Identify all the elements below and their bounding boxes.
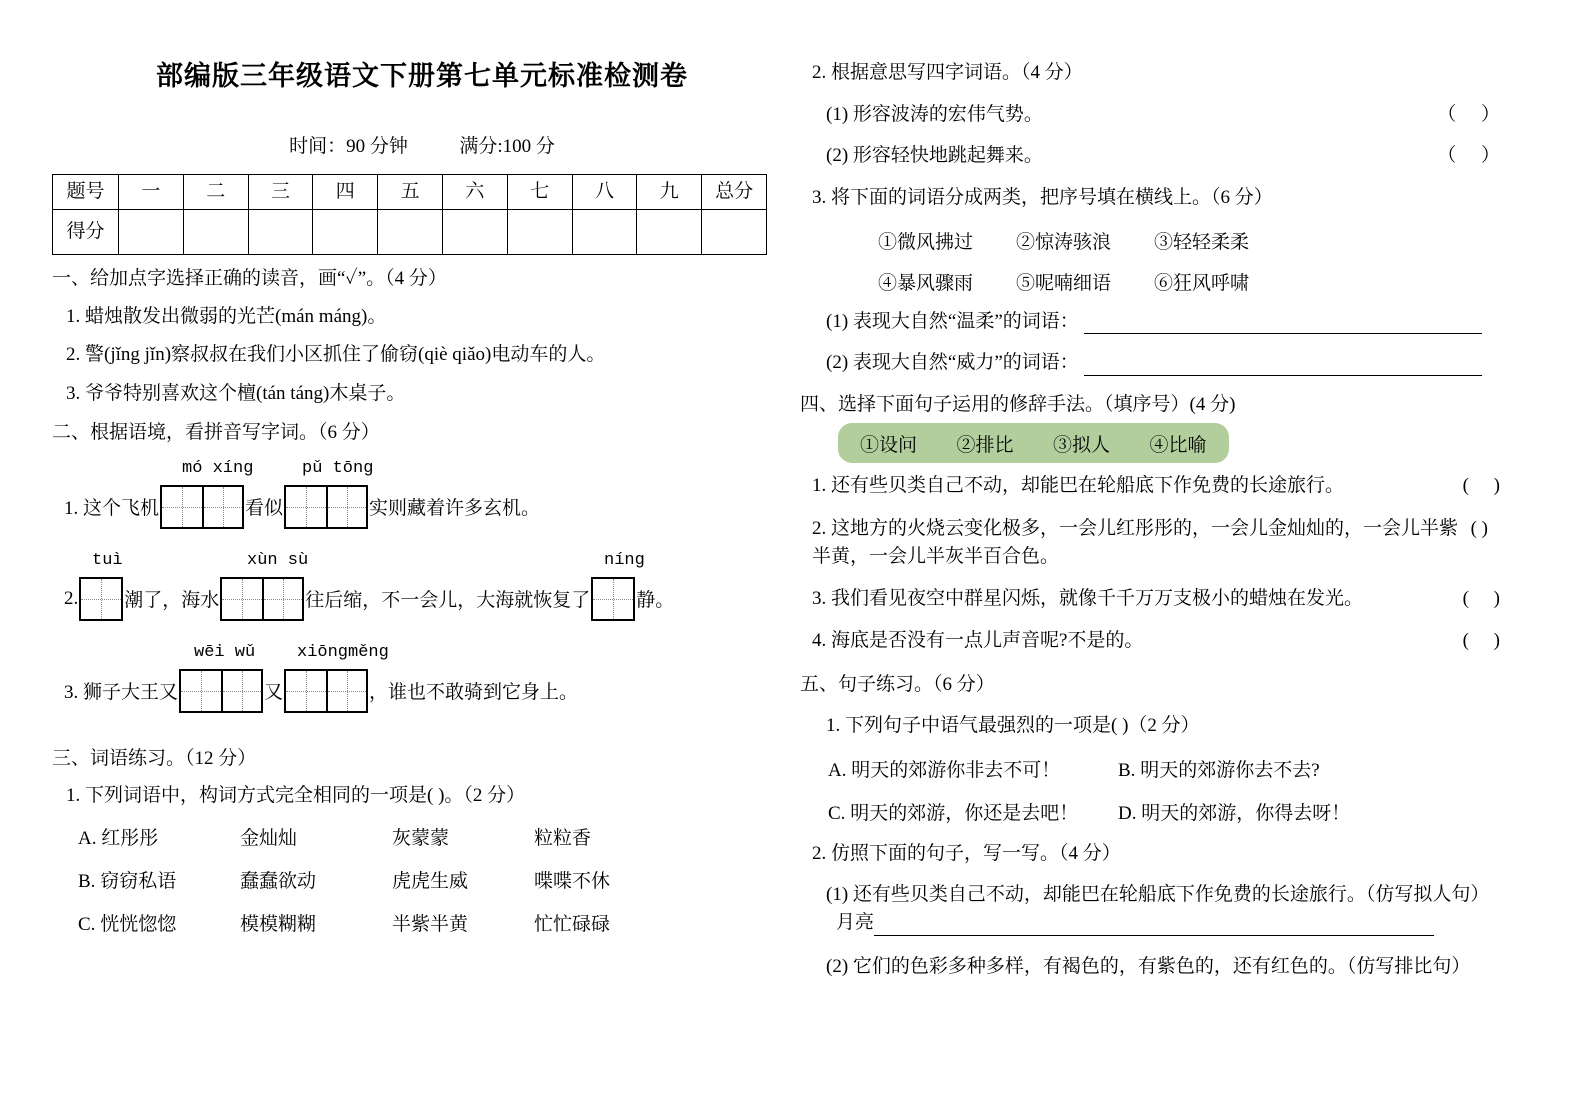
q2-seg1: 潮了，海水 <box>124 590 220 612</box>
pinyin-label: pǔ tōng <box>302 458 374 478</box>
section-5-q2-item-2: (2) 它们的色彩多种多样，有褐色的，有紫色的，还有红色的。（仿写排比句） <box>826 955 1471 977</box>
item-text: 1. 还有些贝类自己不动，却能巴在轮船底下作免费的长途旅行。 <box>812 475 1345 497</box>
section-5-q2-item-1-answer <box>800 910 1552 936</box>
option-word: 模模糊糊 <box>240 914 317 935</box>
q3-suffix: ，谁也不敢骑到它身上。 <box>369 682 579 704</box>
option-word: 恍恍惚惚 <box>100 914 177 935</box>
section-3-q1-option-c[interactable] <box>52 909 792 936</box>
section-3-q3-words-row-1 <box>800 227 1552 254</box>
right-column <box>800 0 1552 995</box>
section-5-option-d[interactable] <box>1118 798 1350 825</box>
table-row <box>53 210 767 255</box>
section-5-q1-option-a-b <box>800 755 1552 782</box>
score-cell-8[interactable] <box>572 210 637 255</box>
left-column <box>52 0 792 952</box>
option-word: 粒粒香 <box>534 828 592 849</box>
section-4-item-2 <box>800 515 1552 570</box>
section-5-q2-stem: 2. 仿照下面的句子，写一写。（4 分） <box>812 842 1121 864</box>
section-2-q1 <box>52 485 792 529</box>
rhetoric-choice-3[interactable]: ③拟人 <box>1053 435 1111 457</box>
answer-paren[interactable]: ( ) <box>1462 629 1510 651</box>
score-table-col-4: 四 <box>313 175 378 210</box>
q1-prefix: 1. 这个飞机 <box>64 498 160 520</box>
section-3-q3-blank-2 <box>800 350 1552 376</box>
option-label: A. <box>78 828 97 849</box>
answer-blank[interactable] <box>874 917 1434 936</box>
option-label: C. <box>78 914 96 935</box>
section-2-q3-pinyin <box>52 643 792 669</box>
option-word: 红彤彤 <box>101 828 159 849</box>
section-2-q2 <box>52 577 792 621</box>
option-word: 灰蒙蒙 <box>392 828 450 849</box>
score-cell-2[interactable] <box>183 210 248 255</box>
score-table <box>52 174 767 255</box>
option-label: A. <box>828 759 847 781</box>
score-table-col-5: 五 <box>378 175 443 210</box>
score-table-row-label: 题号 <box>53 175 119 210</box>
option-word: 窃窃私语 <box>100 871 177 892</box>
rhetoric-choice-box <box>838 423 1229 463</box>
score-table-col-3: 三 <box>248 175 313 210</box>
score-table-col-total: 总分 <box>702 175 767 210</box>
score-table-col-2: 二 <box>183 175 248 210</box>
q1-suffix: 实则藏着许多玄机。 <box>369 498 541 520</box>
section-5-heading: 五、句子练习。（6 分） <box>800 673 995 695</box>
score-table-col-1: 一 <box>119 175 184 210</box>
pinyin-label: xùn sù <box>247 550 309 570</box>
option-label: D. <box>1118 802 1137 824</box>
section-4-item-1 <box>800 473 1552 499</box>
tianzige-cell[interactable] <box>326 671 366 711</box>
tianzige-cell[interactable] <box>593 579 633 619</box>
option-text: 明天的郊游你去不去? <box>1140 759 1320 781</box>
word-item[interactable]: ②惊涛骇浪 <box>1016 231 1112 253</box>
score-table-col-7: 七 <box>507 175 572 210</box>
score-table-col-9: 九 <box>637 175 702 210</box>
word-item[interactable]: ⑥狂风呼啸 <box>1154 272 1250 294</box>
section-3-q2-item-2 <box>800 143 1552 169</box>
tianzige-cell[interactable] <box>221 671 261 711</box>
item-text: 2. 这地方的火烧云变化极多，一会儿红彤彤的，一会儿金灿灿的，一会儿半紫半黄，一会儿半灰半百合色。 <box>812 518 1459 567</box>
tianzige-cell[interactable] <box>202 487 242 527</box>
score-cell-total[interactable] <box>702 210 767 255</box>
tianzige-cell[interactable] <box>162 487 202 527</box>
exam-full-score: 满分:100 分 <box>459 136 555 157</box>
item-text: 4. 海底是否没有一点儿声音呢?不是的。 <box>812 629 1144 651</box>
answer-blank[interactable] <box>1084 315 1482 334</box>
section-3-q1-stem: 1. 下列词语中，构词方式完全相同的一项是( )。（2 分） <box>66 785 526 807</box>
answer-paren[interactable]: ( ) <box>1462 588 1510 610</box>
section-4-item-4 <box>800 628 1552 654</box>
score-cell-3[interactable] <box>248 210 313 255</box>
tianzige-cell[interactable] <box>262 579 302 619</box>
option-text: 明天的郊游，你还是去吧！ <box>850 802 1079 824</box>
section-1-heading: 一、给加点字选择正确的读音，画“✓”。（4 分） <box>52 268 447 289</box>
section-2-q1-pinyin <box>52 459 792 485</box>
score-cell-6[interactable] <box>442 210 507 255</box>
pinyin-label: tuì <box>92 550 123 570</box>
option-text: 明天的郊游，你得去呀！ <box>1141 802 1351 824</box>
section-2-heading: 二、根据语境，看拼音写字词。（6 分） <box>52 421 380 443</box>
exam-time: 时间：90 分钟 <box>289 136 408 157</box>
tianzige-cell[interactable] <box>286 487 326 527</box>
pinyin-label: níng <box>604 550 645 570</box>
section-3-q3-stem: 3. 将下面的词语分成两类，把序号填在横线上。（6 分） <box>812 186 1273 208</box>
section-3-q3-words-row-2 <box>800 268 1552 295</box>
word-item[interactable]: ④暴风骤雨 <box>878 272 974 294</box>
option-text: 明天的郊游你非去不可！ <box>851 759 1061 781</box>
word-item[interactable]: ⑤呢喃细语 <box>1016 272 1112 294</box>
table-row <box>53 175 767 210</box>
section-5-q2-item-1: (1) 还有些贝类自己不动，却能巴在轮船底下作免费的长途旅行。（仿写拟人句） <box>826 884 1490 906</box>
pinyin-label: wēi wǔ <box>194 642 256 662</box>
section-5-q1-option-c-d <box>800 798 1552 825</box>
tianzige-cell[interactable] <box>326 487 366 527</box>
word-item[interactable]: ①微风拂过 <box>878 231 974 253</box>
tianzige-cell[interactable] <box>181 671 221 711</box>
answer-prompt: 月亮 <box>836 912 875 934</box>
section-5-option-b[interactable] <box>1118 755 1320 782</box>
answer-blank[interactable] <box>1084 357 1482 376</box>
option-word: 蠢蠢欲动 <box>240 871 317 892</box>
tianzige-grid[interactable] <box>160 485 244 529</box>
section-3-q2-stem: 2. 根据意思写四字词语。（4 分） <box>812 62 1083 83</box>
section-5-option-a[interactable] <box>828 755 1118 782</box>
q2-suffix: 静。 <box>636 590 675 612</box>
exam-meta <box>52 131 792 158</box>
score-cell-5[interactable] <box>378 210 443 255</box>
item-text: (2) 形容轻快地跳起舞来。 <box>826 145 1043 167</box>
rhetoric-choice-1[interactable]: ①设问 <box>860 435 918 457</box>
section-4-item-3 <box>800 586 1552 612</box>
blank-label: (1) 表现大自然“温柔”的词语： <box>826 310 1079 332</box>
option-label: B. <box>78 871 96 892</box>
section-3-heading: 三、词语练习。（12 分） <box>52 747 257 769</box>
answer-paren[interactable]: ( ) <box>1470 518 1488 540</box>
section-5-q1-stem: 1. 下列句子中语气最强烈的一项是( )（2 分） <box>826 715 1200 737</box>
answer-paren[interactable]: ( ) <box>1462 475 1510 497</box>
option-word: 忙忙碌碌 <box>534 914 611 935</box>
item-text: (1) 形容波涛的宏伟气势。 <box>826 103 1043 125</box>
rhetoric-choice-4[interactable]: ④比喻 <box>1149 435 1207 457</box>
section-3-q1-option-b[interactable] <box>52 866 792 893</box>
section-3-q3-blank-1 <box>800 309 1552 335</box>
score-table-col-6: 六 <box>442 175 507 210</box>
tianzige-cell[interactable] <box>222 579 262 619</box>
tianzige-grid[interactable] <box>284 669 368 713</box>
tianzige-cell[interactable] <box>81 579 121 619</box>
section-1-item-2: 2. 警(jǐng jǐn)察叔叔在我们小区抓住了偷窃(qiè qiǎo)电动车的人。 <box>66 344 606 366</box>
q2-prefix: 2. <box>64 587 79 609</box>
section-5-option-c[interactable] <box>828 798 1118 825</box>
section-1-item-1: 1. 蜡烛散发出微弱的光芒(mán máng)。 <box>66 305 387 327</box>
score-table-score-label: 得分 <box>53 210 119 255</box>
rhetoric-choice-2[interactable]: ②排比 <box>956 435 1014 457</box>
tianzige-grid[interactable] <box>284 485 368 529</box>
section-3-q1-option-a[interactable] <box>52 823 792 850</box>
section-2-q2-pinyin <box>52 551 792 577</box>
score-cell-9[interactable] <box>637 210 702 255</box>
option-label: C. <box>828 802 846 824</box>
blank-label: (2) 表现大自然“威力”的词语： <box>826 352 1079 374</box>
item-text: 3. 我们看见夜空中群星闪烁，就像千千万万支极小的蜡烛在发光。 <box>812 588 1364 610</box>
page-title: 部编版三年级语文下册第七单元标准检测卷 <box>156 61 688 91</box>
option-word: 金灿灿 <box>240 828 298 849</box>
section-4-heading: 四、选择下面句子运用的修辞手法。（填序号）(4 分) <box>800 393 1236 415</box>
tianzige-grid[interactable] <box>591 577 635 621</box>
q3-prefix: 3. 狮子大王又 <box>64 682 179 704</box>
q3-mid: 又 <box>264 682 284 704</box>
option-word: 虎虎生威 <box>392 871 469 892</box>
section-3-q2-item-1 <box>800 102 1552 128</box>
option-word: 喋喋不休 <box>534 871 611 892</box>
score-cell-4[interactable] <box>313 210 378 255</box>
tianzige-grid[interactable] <box>79 577 123 621</box>
q2-seg2: 往后缩，不一会儿，大海就恢复了 <box>305 590 591 612</box>
word-item[interactable]: ③轻轻柔柔 <box>1154 231 1250 253</box>
tianzige-grid[interactable] <box>179 669 263 713</box>
q1-mid: 看似 <box>245 498 284 520</box>
option-word: 半紫半黄 <box>392 914 469 935</box>
score-cell-1[interactable] <box>119 210 184 255</box>
pinyin-label: mó xíng <box>182 458 254 478</box>
section-1-item-3: 3. 爷爷特别喜欢这个檀(tán táng)木桌子。 <box>66 383 406 405</box>
tianzige-grid[interactable] <box>220 577 304 621</box>
answer-paren[interactable]: （ ） <box>1437 103 1510 125</box>
section-2-q3 <box>52 669 792 713</box>
answer-paren[interactable]: （ ） <box>1437 145 1510 167</box>
score-cell-7[interactable] <box>507 210 572 255</box>
pinyin-label: xiōngměng <box>297 642 389 662</box>
tianzige-cell[interactable] <box>286 671 326 711</box>
score-table-col-8: 八 <box>572 175 637 210</box>
option-label: B. <box>1118 759 1136 781</box>
